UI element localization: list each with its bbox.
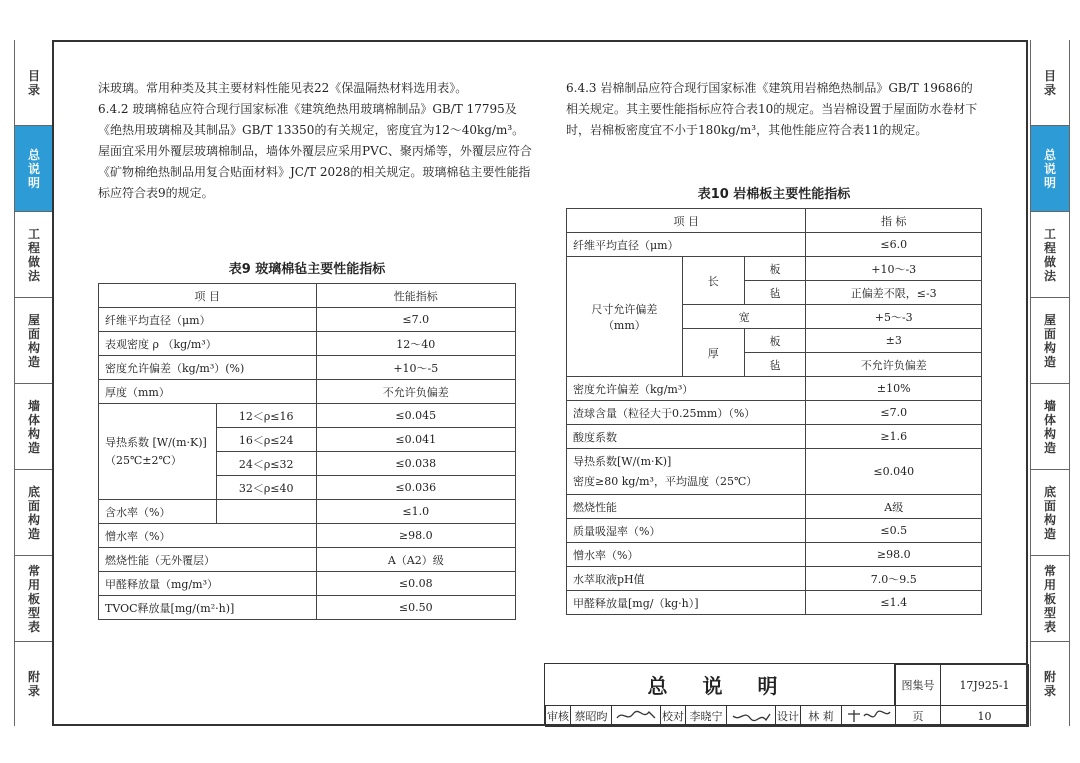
table-row: 含水率（%） ≤1.0 bbox=[99, 500, 516, 524]
sidebar-tab-roof[interactable]: 屋面构造 bbox=[15, 298, 53, 384]
table-row: 24＜ρ≤32 ≤0.038 bbox=[99, 452, 516, 476]
table-row: 燃烧性能（无外覆层） A（A2）级 bbox=[99, 548, 516, 572]
checker-signature bbox=[726, 705, 776, 727]
page-number: 10 bbox=[940, 705, 1029, 727]
page-title: 总 说 明 bbox=[545, 664, 895, 706]
sidebar-tab-practice[interactable]: 工程做法 bbox=[1031, 212, 1069, 298]
table-row: 毡 正偏差不限，≤-3 bbox=[567, 281, 982, 305]
sidebar-tab-wall[interactable]: 墙体构造 bbox=[1031, 384, 1069, 470]
sidebar-tab-general[interactable]: 总说明 bbox=[15, 126, 53, 212]
sidebar-tab-practice[interactable]: 工程做法 bbox=[15, 212, 53, 298]
table-row: 导热系数[W/(m·K)] 密度≥80 kg/m³，平均温度（25℃） ≤0.040 bbox=[567, 449, 982, 495]
reviewer-signature bbox=[611, 705, 661, 727]
left-text-column bbox=[98, 78, 534, 204]
atlas-label: 图集号 bbox=[895, 664, 941, 706]
sidebar-tab-floor[interactable]: 底面构造 bbox=[1031, 470, 1069, 556]
table10-caption: 表10 岩棉板主要性能指标 bbox=[697, 187, 851, 202]
table-row: 水萃取液pH值 7.0～9.5 bbox=[567, 567, 982, 591]
designer-name: 林 莉 bbox=[800, 705, 842, 727]
sidebar-tab-appendix[interactable]: 附录 bbox=[1043, 670, 1056, 698]
right-text-column bbox=[566, 78, 982, 141]
table-row: 甲醛释放量（mg/m³） ≤0.08 bbox=[99, 572, 516, 596]
signature-mark bbox=[615, 708, 657, 724]
table-row: 渣球含量（粒径大于0.25mm）（%） ≤7.0 bbox=[567, 401, 982, 425]
table-row: 燃烧性能 A级 bbox=[567, 495, 982, 519]
sidebar-tab-contents[interactable]: 目录 bbox=[15, 40, 53, 126]
table-row: 密度允许偏差（kg/m³） ±10% bbox=[567, 377, 982, 401]
sidebar-tab-appendix[interactable]: 附录 bbox=[27, 670, 40, 698]
table-row: 质量吸湿率（%） ≤0.5 bbox=[567, 519, 982, 543]
table9 bbox=[98, 283, 516, 620]
paragraph: 6.4.3 岩棉制品应符合现行国家标准《建筑用岩棉绝热制品》GB/T 19686的相关规定。其主要性能指标应符合表10的规定。当岩棉设置于屋面防水卷材下时，岩棉板密度宜不小于180kg/m³，其他性能应符合表11的规定。 bbox=[566, 81, 978, 137]
table-row: 酸度系数 ≥1.6 bbox=[567, 425, 982, 449]
table-row: 纤维平均直径（μm） ≤7.0 bbox=[99, 308, 516, 332]
table-row: 纤维平均直径（μm） ≤6.0 bbox=[567, 233, 982, 257]
sidebar-tab-general[interactable]: 总说明 bbox=[1031, 126, 1069, 212]
sidebar-tab-contents[interactable]: 目录 bbox=[1031, 40, 1069, 126]
table-row: 16＜ρ≤24 ≤0.041 bbox=[99, 428, 516, 452]
design-label: 设计 bbox=[775, 705, 801, 727]
table-row: 毡 不允许负偏差 bbox=[567, 353, 982, 377]
signature-mark bbox=[730, 708, 772, 724]
atlas-number: 17J925-1 bbox=[940, 664, 1029, 706]
table-row: 尺寸允许偏差 （mm） 长 板 +10～-3 bbox=[567, 257, 982, 281]
table-row: 憎水率（%） ≥98.0 bbox=[99, 524, 516, 548]
reviewer-name: 蔡昭昀 bbox=[570, 705, 612, 727]
table-row: 表观密度 ρ （kg/m³） 12～40 bbox=[99, 332, 516, 356]
signature-mark bbox=[846, 708, 892, 724]
sidebar-tab-floor[interactable]: 底面构造 bbox=[15, 470, 53, 556]
title-block bbox=[544, 663, 1028, 726]
checker-name: 李晓宁 bbox=[685, 705, 727, 727]
review-label: 审核 bbox=[545, 705, 571, 727]
table-row: 宽 +5～-3 bbox=[567, 305, 982, 329]
sidebar-tab-boards[interactable]: 常用板型表 bbox=[1031, 556, 1069, 642]
table-row: 项 目 指 标 bbox=[567, 209, 982, 233]
table-row: 厚 板 ±3 bbox=[567, 329, 982, 353]
table-row: TVOC释放量[mg/(m²·h)] ≤0.50 bbox=[99, 596, 516, 620]
check-label: 校对 bbox=[660, 705, 686, 727]
left-sidebar bbox=[14, 40, 54, 726]
sidebar-tab-boards[interactable]: 常用板型表 bbox=[15, 556, 53, 642]
table-row: 32＜ρ≤40 ≤0.036 bbox=[99, 476, 516, 500]
right-sidebar bbox=[1030, 40, 1070, 726]
table9-caption: 表9 玻璃棉毡主要性能指标 bbox=[228, 262, 386, 277]
paragraph: 沫玻璃。常用种类及其主要材料性能见表22《保温隔热材料选用表》。 bbox=[98, 81, 468, 95]
table-row: 项 目 性能指标 bbox=[99, 284, 516, 308]
page-label: 页 bbox=[895, 705, 941, 727]
table-row: 憎水率（%） ≥98.0 bbox=[567, 543, 982, 567]
table-row: 密度允许偏差（kg/m³）(%) +10～-5 bbox=[99, 356, 516, 380]
table-row: 导热系数 [W/(m·K)] （25℃±2℃） 12＜ρ≤16 ≤0.045 bbox=[99, 404, 516, 428]
paragraph: 6.4.2 玻璃棉毡应符合现行国家标准《建筑绝热用玻璃棉制品》GB/T 17795及《绝热用玻璃棉及其制品》GB/T 13350的有关规定，密度宜为12～40kg/m³。屋面宜采用外覆层玻璃棉制品，墙体外覆层应采用PVC、聚丙烯等，外覆层应符合《矿物棉绝热制品用复合贴面材料》JC/T 2028的相关规定。玻璃棉毡主要性能指标应符合表9的规定。 bbox=[98, 102, 532, 200]
table-row: 厚度（mm） 不允许负偏差 bbox=[99, 380, 516, 404]
table-row: 甲醛释放量[mg/（kg·h）] ≤1.4 bbox=[567, 591, 982, 615]
designer-signature bbox=[841, 705, 896, 727]
table10 bbox=[566, 208, 982, 615]
sidebar-tab-roof[interactable]: 屋面构造 bbox=[1031, 298, 1069, 384]
sidebar-tab-wall[interactable]: 墙体构造 bbox=[15, 384, 53, 470]
